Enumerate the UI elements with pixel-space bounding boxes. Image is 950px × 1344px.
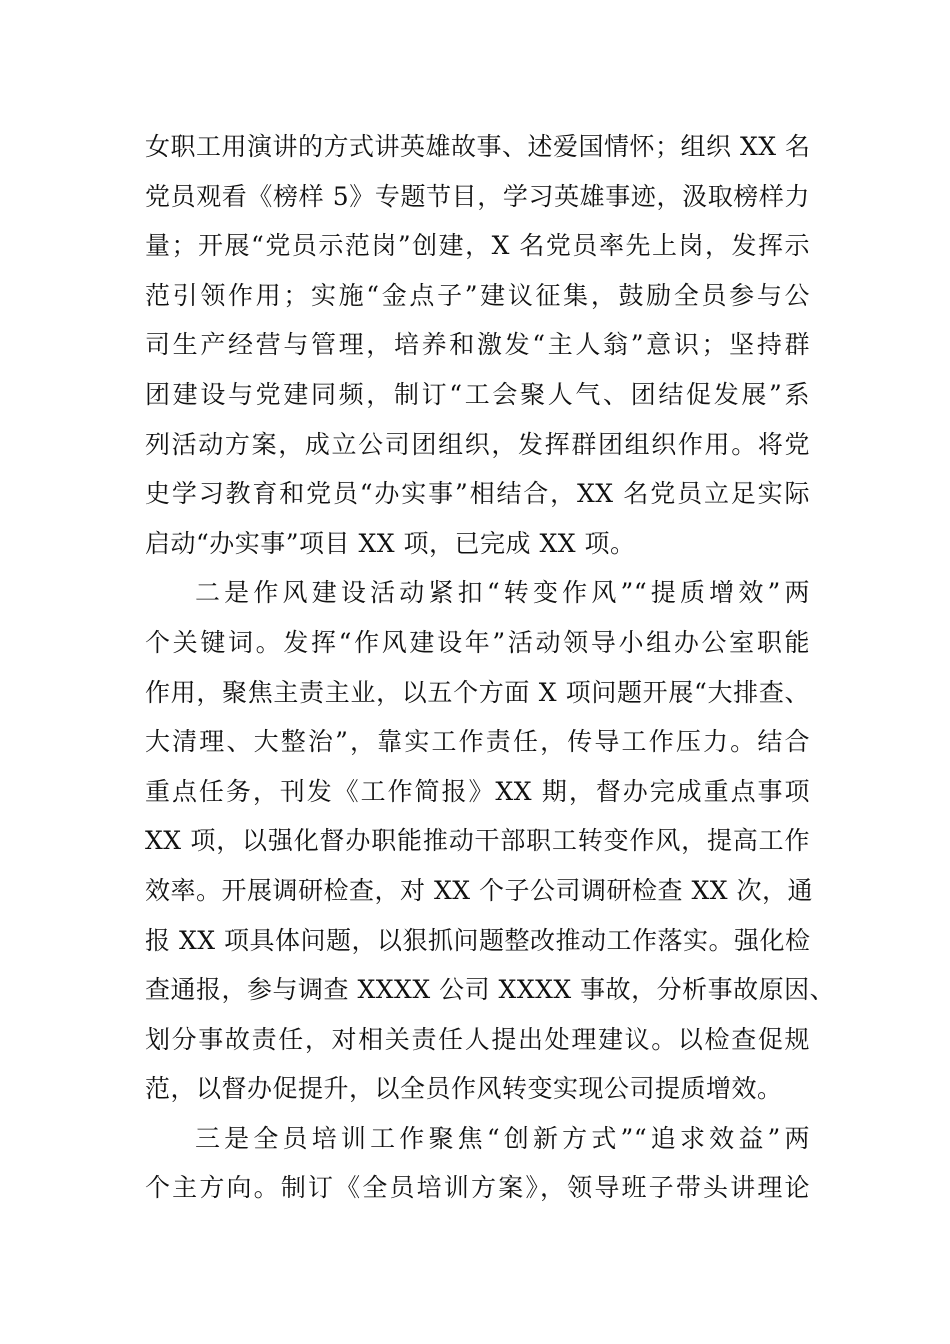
paragraph-start-line: 三是全员培训工作聚焦“创新方式”“追求效益”两 bbox=[195, 1123, 810, 1153]
text-line: 量；开展“党员示范岗”创建，X 名党员率先上岗，发挥示 bbox=[145, 231, 810, 261]
text-line: 个关键词。发挥“作风建设年”活动领导小组办公室职能 bbox=[145, 627, 810, 657]
text-line: 史学习教育和党员“办实事”相结合，XX 名党员立足实际 bbox=[145, 479, 810, 509]
text-line: 个主方向。制订《全员培训方案》，领导班子带头讲理论 bbox=[145, 1173, 810, 1203]
text-line: 查通报，参与调查 XXXX 公司 XXXX 事故，分析事故原因、 bbox=[145, 975, 836, 1005]
text-line: 大清理、大整治”，靠实工作责任，传导工作压力。结合 bbox=[145, 727, 810, 757]
text-line: 列活动方案，成立公司团组织，发挥群团组织作用。将党 bbox=[145, 429, 810, 459]
paragraph-end-line: 启动“办实事”项目 XX 项，已完成 XX 项。 bbox=[145, 528, 636, 558]
text-line: 重点任务，刊发《工作简报》XX 期，督办完成重点事项 bbox=[145, 776, 810, 806]
text-line: 划分事故责任，对相关责任人提出处理建议。以检查促规 bbox=[145, 1024, 810, 1054]
text-line: XX 项，以强化督办职能推动干部职工转变作风，提高工作 bbox=[145, 826, 810, 856]
text-line: 范引领作用；实施“金点子”建议征集，鼓励全员参与公 bbox=[145, 280, 810, 310]
paragraph-start-line: 二是作风建设活动紧扣“转变作风”“提质增效”两 bbox=[195, 578, 810, 608]
text-line: 效率。开展调研检查，对 XX 个子公司调研检查 XX 次，通 bbox=[145, 875, 813, 905]
text-line: 党员观看《榜样 5》专题节目，学习英雄事迹，汲取榜样力 bbox=[145, 181, 810, 211]
text-line: 作用，聚焦主责主业，以五个方面 X 项问题开展“大排查、 bbox=[145, 677, 810, 707]
paragraph-end-line: 范，以督办促提升，以全员作风转变实现公司提质增效。 bbox=[145, 1074, 783, 1104]
text-line: 司生产经营与管理，培养和激发“主人翁”意识；坚持群 bbox=[145, 330, 810, 360]
body-text bbox=[145, 122, 836, 1213]
text-line: 团建设与党建同频，制订“工会聚人气、团结促发展”系 bbox=[145, 379, 810, 409]
text-line: 女职工用演讲的方式讲英雄故事、述爱国情怀；组织 XX 名 bbox=[145, 132, 811, 161]
text-line: 报 XX 项具体问题，以狠抓问题整改推动工作落实。强化检 bbox=[145, 925, 811, 955]
